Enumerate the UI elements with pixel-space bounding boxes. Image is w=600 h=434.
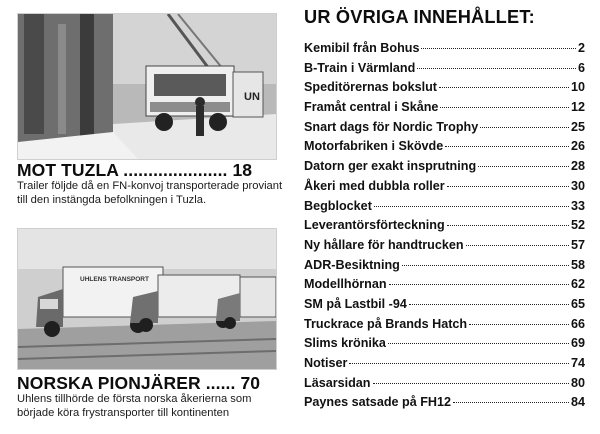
toc-item[interactable] bbox=[304, 159, 585, 179]
toc-item-title: Snart dags för Nordic Trophy bbox=[304, 119, 479, 134]
tuzla-convoy-photo bbox=[17, 13, 277, 160]
vintage-trucks-illustration bbox=[18, 229, 276, 369]
leader-dots bbox=[388, 343, 569, 344]
trailer-lettering: UHLENS TRANSPORT bbox=[80, 276, 149, 283]
un-truck-illustration bbox=[18, 14, 276, 159]
toc-item-page: 26 bbox=[570, 139, 585, 154]
leader-dots bbox=[445, 146, 569, 147]
toc-item[interactable] bbox=[304, 218, 585, 238]
toc-item-page: 12 bbox=[570, 100, 585, 115]
leader-dots bbox=[389, 284, 569, 285]
toc-item-title: Kemibil från Bohus bbox=[304, 41, 420, 55]
toc-item[interactable] bbox=[304, 238, 585, 258]
leader-dots bbox=[466, 245, 569, 246]
toc-item-page: 58 bbox=[570, 257, 585, 272]
toc-item-page: 84 bbox=[570, 395, 585, 410]
toc-item-page: 62 bbox=[570, 277, 585, 292]
toc-item[interactable] bbox=[304, 139, 585, 159]
toc-item-title: Paynes satsade på FH12 bbox=[304, 395, 452, 410]
toc-item-title: Modellhörnan bbox=[304, 277, 387, 292]
toc-item-title: Speditörernas bokslut bbox=[304, 80, 437, 95]
leader-dots bbox=[480, 127, 569, 128]
leader-dots bbox=[440, 107, 569, 108]
toc-heading: UR ÖVRIGA INNEHÅLLET: bbox=[304, 7, 535, 27]
toc-item[interactable] bbox=[304, 356, 585, 376]
toc-list bbox=[304, 41, 585, 415]
toc-item-title: Åkeri med dubbla roller bbox=[304, 178, 445, 193]
leader-dots bbox=[453, 402, 569, 403]
toc-item-title: B-Train i Värmland bbox=[304, 60, 416, 75]
feature-description-tuzla: Trailer följde då en FN-konvoj transporterade proviant till den instängda befolkningen i Tuzla. bbox=[17, 180, 283, 206]
toc-item-title: SM på Lastbil -94 bbox=[304, 296, 407, 311]
toc-item[interactable] bbox=[304, 61, 585, 81]
leader-dots bbox=[447, 186, 569, 187]
toc-item-title: Truckrace på Brands Hatch bbox=[304, 316, 468, 331]
feature-description-norska-pionjarer: Uhlens tillhörde de första norska åkerierna som började köra frystransporter till kontinenten bbox=[17, 393, 252, 419]
leader-dots bbox=[421, 48, 576, 49]
toc-item-page: 25 bbox=[570, 119, 585, 134]
leader-dots bbox=[409, 304, 569, 305]
toc-item[interactable] bbox=[304, 317, 585, 337]
toc-item[interactable] bbox=[304, 199, 585, 219]
toc-item[interactable] bbox=[304, 376, 585, 396]
leader-dots bbox=[374, 206, 569, 207]
toc-item[interactable] bbox=[304, 80, 585, 100]
leader-dots bbox=[469, 324, 569, 325]
toc-item[interactable] bbox=[304, 41, 585, 61]
toc-item[interactable] bbox=[304, 277, 585, 297]
toc-item-page: 28 bbox=[570, 159, 585, 174]
toc-item[interactable] bbox=[304, 120, 585, 140]
toc-item-title: Begblocket bbox=[304, 198, 372, 213]
toc-item[interactable] bbox=[304, 179, 585, 199]
leader-dots bbox=[373, 383, 569, 384]
feature-title-tuzla: MOT TUZLA ..................... 18 bbox=[17, 160, 253, 180]
toc-item-title: Slims krönika bbox=[304, 336, 386, 351]
toc-item-page: 52 bbox=[570, 218, 585, 233]
leader-dots bbox=[417, 68, 576, 69]
toc-item-page: 33 bbox=[570, 198, 585, 213]
toc-item-page: 30 bbox=[570, 178, 585, 193]
toc-item-page: 57 bbox=[570, 237, 585, 252]
toc-item-page: 69 bbox=[570, 336, 585, 351]
toc-item[interactable] bbox=[304, 395, 585, 415]
norwegian-pioneers-photo bbox=[17, 228, 277, 370]
toc-item-page: 80 bbox=[570, 375, 585, 390]
toc-item-title: Motorfabriken i Skövde bbox=[304, 139, 444, 154]
toc-item[interactable] bbox=[304, 336, 585, 356]
leader-dots bbox=[478, 166, 569, 167]
toc-item[interactable] bbox=[304, 258, 585, 278]
toc-item-title: Datorn ger exakt insprutning bbox=[304, 159, 477, 174]
feature-title-norska-pionjarer: NORSKA PIONJÄRER ...... 70 bbox=[17, 373, 261, 393]
leader-dots bbox=[439, 87, 569, 88]
toc-item-page: 10 bbox=[570, 80, 585, 95]
toc-item[interactable] bbox=[304, 100, 585, 120]
leader-dots bbox=[349, 363, 569, 364]
toc-item[interactable] bbox=[304, 297, 585, 317]
toc-item-title: Ny hållare för handtrucken bbox=[304, 237, 464, 252]
toc-item-page: 74 bbox=[570, 356, 585, 370]
toc-item-title: Läsarsidan bbox=[304, 375, 371, 390]
un-marking: UN bbox=[244, 91, 260, 103]
leader-dots bbox=[447, 225, 569, 226]
toc-item-title: Framåt central i Skåne bbox=[304, 100, 439, 115]
leader-dots bbox=[402, 265, 569, 266]
toc-item-title: Leverantörsförteckning bbox=[304, 218, 445, 233]
toc-item-title: Notiser bbox=[304, 356, 348, 370]
toc-item-page: 6 bbox=[577, 60, 585, 75]
toc-item-page: 66 bbox=[570, 316, 585, 331]
toc-item-title: ADR-Besiktning bbox=[304, 257, 400, 272]
toc-item-page: 65 bbox=[570, 296, 585, 311]
toc-item-page: 2 bbox=[577, 41, 585, 55]
